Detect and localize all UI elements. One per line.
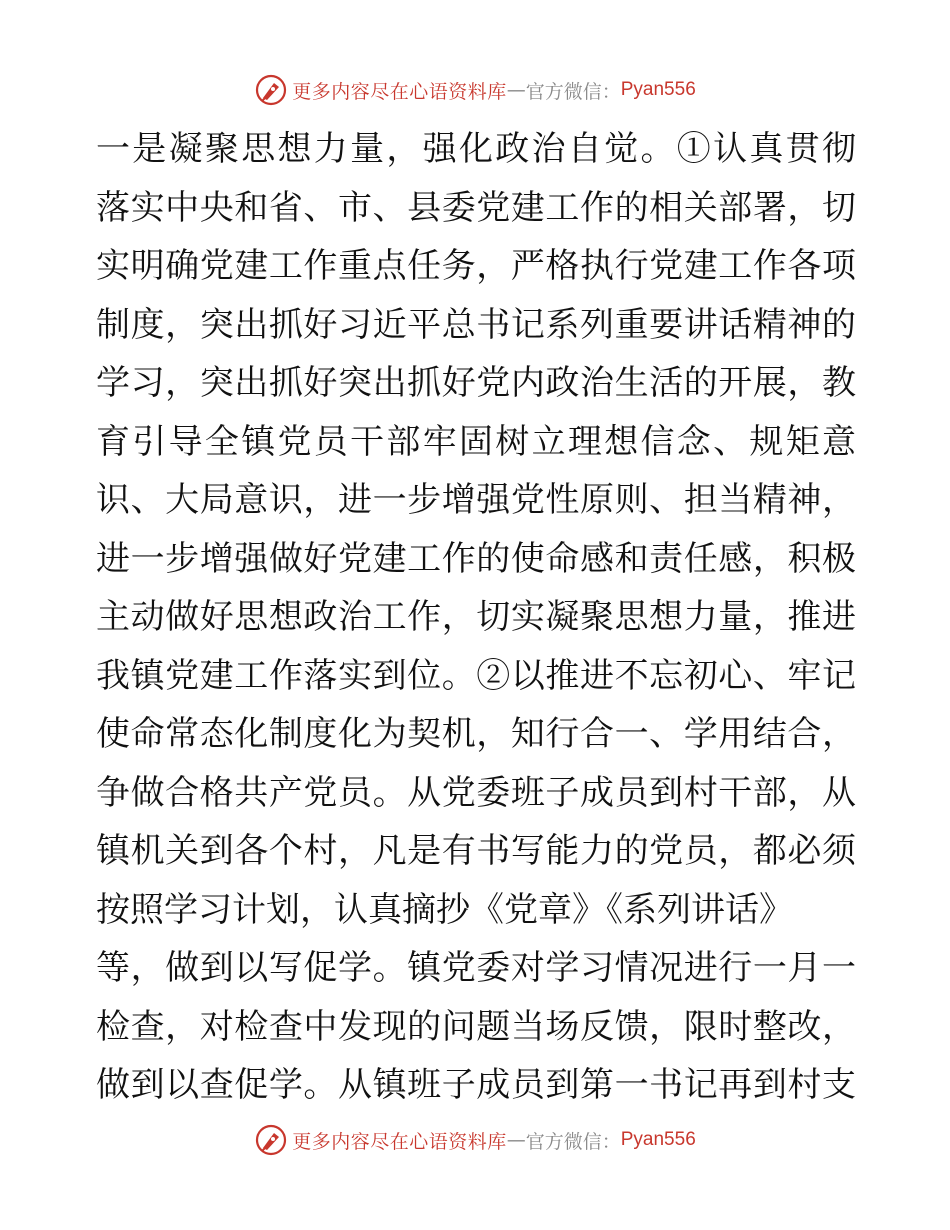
watermark-wechat-id: Pyan556 [620,79,696,100]
text-line-11: 使命常态化制度化为契机，知行合一、学用结合， [96,714,856,754]
watermark-site-text: 更多内容尽在心语资料库 [292,1130,507,1153]
text-line-14: 按照学习计划，认真摘抄《党章》《系列讲话》 [96,889,793,930]
text-line-15: 等，做到以写促学。镇党委对学习情况进行一月一 [96,948,856,988]
text-line-4: 制度，突出抓好习近平总书记系列重要讲话精神的 [96,304,856,345]
text-line-12: 争做合格共产党员。从党委班子成员到村干部，从 [96,772,856,813]
pen-nib-circle-icon [254,1123,288,1157]
text-line-9: 主动做好思想政治工作，切实凝聚思想力量，推进 [96,597,856,637]
text-line-13: 镇机关到各个村，凡是有书写能力的党员，都必须 [96,831,856,871]
watermark-header [0,72,950,108]
pen-nib-circle-icon [254,73,288,107]
text-line-8: 进一步增强做好党建工作的使命感和责任感，积极 [96,538,856,579]
text-line-3: 实明确党建工作重点任务，严格执行党建工作各项 [96,246,856,286]
watermark-wechat-label: 官方微信： [525,1130,621,1153]
watermark-separator: — [506,1129,526,1151]
text-line-6: 育引导全镇党员干部牢固树立理想信念、规矩意 [96,421,856,462]
watermark-site-text: 更多内容尽在心语资料库 [292,80,507,103]
text-line-10: 我镇党建工作落实到位。②以推进不忘初心、牢记 [96,655,856,696]
text-line-1: 一是凝聚思想力量，强化政治自觉。①认真贯彻 [96,129,856,169]
text-line-17: 做到以查促学。从镇班子成员到第一书记再到村支 [96,1065,856,1105]
watermark-separator: — [506,79,526,101]
text-line-7: 识、大局意识，进一步增强党性原则、担当精神， [96,480,856,520]
text-line-5: 学习，突出抓好突出抓好党内政治生活的开展，教 [96,363,856,403]
watermark-wechat-id: Pyan556 [620,1129,696,1150]
watermark-footer [0,1122,950,1158]
watermark-wechat-label: 官方微信： [525,80,621,103]
text-line-2: 落实中央和省、市、县委党建工作的相关部署，切 [96,187,856,228]
text-line-16: 检查，对检查中发现的问题当场反馈，限时整改， [96,1006,856,1047]
document-body [96,120,856,1115]
